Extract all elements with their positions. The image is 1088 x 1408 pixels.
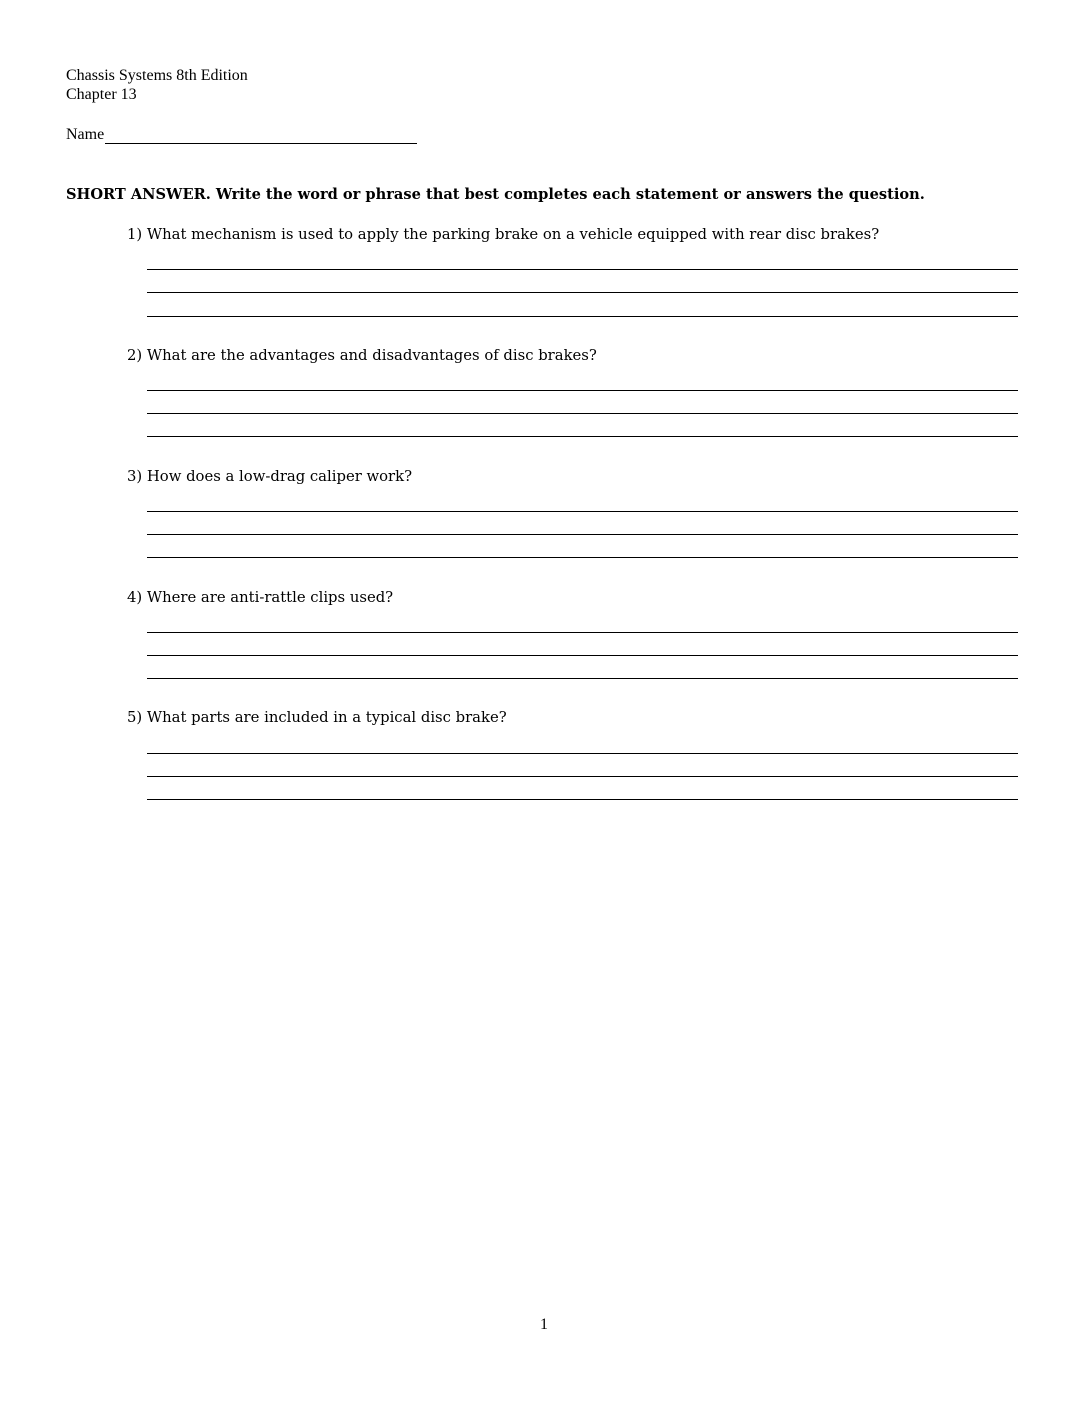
answer-line[interactable]: [147, 776, 1018, 777]
answer-line[interactable]: [147, 799, 1018, 800]
question-text: Where are anti-rattle clips used?: [146, 589, 394, 606]
answer-line[interactable]: [147, 292, 1018, 293]
name-label: Name: [66, 126, 105, 143]
question-text: How does a low-drag caliper work?: [146, 468, 413, 485]
book-title: Chassis Systems 8th Edition: [66, 67, 248, 84]
question-2: [127, 346, 597, 366]
document-header: [66, 66, 248, 104]
page-number: 1: [540, 1316, 548, 1333]
answer-line[interactable]: [147, 557, 1018, 558]
question-text: What mechanism is used to apply the parking brake on a vehicle equipped with rear disc brakes?: [146, 226, 880, 243]
question-1: [127, 225, 879, 245]
answer-line[interactable]: [147, 269, 1018, 270]
answer-line[interactable]: [147, 413, 1018, 414]
question-5: [127, 708, 507, 728]
question-4: [127, 588, 393, 608]
question-number: 1): [127, 226, 143, 243]
answer-line[interactable]: [147, 632, 1018, 633]
question-number: 2): [127, 347, 143, 364]
question-text: What parts are included in a typical disc brake?: [146, 709, 507, 726]
answer-line[interactable]: [147, 316, 1018, 317]
name-blank-line[interactable]: [105, 126, 417, 144]
answer-line[interactable]: [147, 436, 1018, 437]
answer-line[interactable]: [147, 678, 1018, 679]
question-number: 4): [127, 589, 143, 606]
question-3: [127, 467, 412, 487]
answer-line[interactable]: [147, 390, 1018, 391]
answer-line[interactable]: [147, 534, 1018, 535]
question-number: 3): [127, 468, 143, 485]
answer-line[interactable]: [147, 511, 1018, 512]
question-text: What are the advantages and disadvantages of disc brakes?: [146, 347, 597, 364]
name-field-row: [66, 125, 417, 144]
chapter-label: Chapter 13: [66, 86, 137, 103]
answer-line[interactable]: [147, 753, 1018, 754]
answer-line[interactable]: [147, 655, 1018, 656]
section-instructions: SHORT ANSWER. Write the word or phrase that best completes each statement or answers the question.: [66, 186, 925, 203]
question-number: 5): [127, 709, 143, 726]
